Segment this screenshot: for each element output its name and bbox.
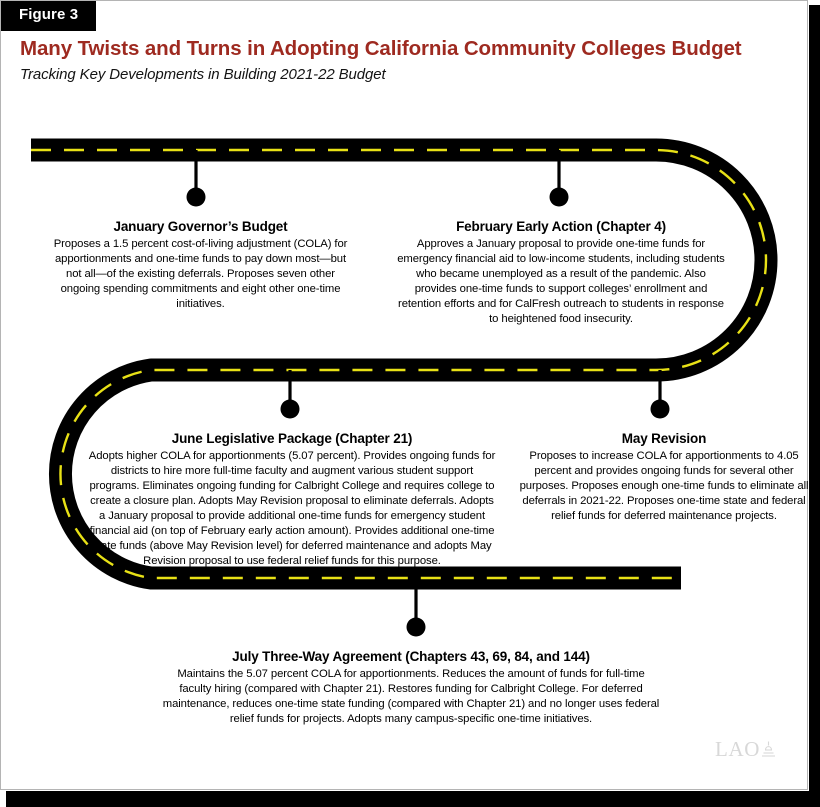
callout-title: May Revision [621,431,707,446]
callout-body: Maintains the 5.07 percent COLA for apportionments. Reduces the amount of funds for full-time faculty hiring (compared with Chapter 21). Restores funding for Calbright College. For deferred maintenance, reduces one-time state funding (compared with Chapter 21) and no longer uses federal relief funds for projects. Adopts many campus-specific one-time initiatives. [162,667,660,725]
callout-title: February Early Action (Chapter 4) [456,219,666,234]
callout-title: June Legislative Package (Chapter 21) [171,431,413,446]
milestone-callout-february [396,219,726,327]
marker-dot [187,188,206,207]
lao-logo-text: LAO [715,737,760,761]
callout-body: Adopts higher COLA for apportionments (5.07 percent). Provides ongoing funds for districts to hire more full-time faculty and augment various student support programs. Eliminates ongoing funding for Calbright College and requires college to create a closure plan. Adopts May Revision proposal to eliminate deferrals. Adopts a January proposal to provide additional one-time funds for emergency student financial aid (on top of February early action amount). Provides additional one-time state funds (above May Revision level) for deferred maintenance and adopts May Revision proposal to use federal relief funds for this purpose. [88,449,496,567]
figure-subtitle: Tracking Key Developments in Building 2021-22 Budget [20,65,386,83]
marker-dot [550,188,569,207]
milestone-callout-june [86,431,498,569]
figure-title: Many Twists and Turns in Adopting California Community Colleges Budget [20,37,742,60]
marker-dot [651,400,670,419]
lao-capitol-icon [761,740,776,761]
marker-dot [407,618,426,637]
milestone-callout-july [161,649,661,727]
milestone-callout-may [513,431,815,524]
title-block [20,37,780,84]
frame-shadow-bottom [6,791,820,807]
callout-title: July Three-Way Agreement (Chapters 43, 69, 84, and 144) [232,649,590,664]
figure-tag: Figure 3 [1,1,96,31]
callout-body: Proposes a 1.5 percent cost-of-living adjustment (COLA) for apportionments and one-time funds to pay down most—but not all—of the existing deferrals. Proposes seven other ongoing spending commitments and eight other one-time initiatives. [53,237,348,310]
lao-logo [715,739,776,760]
callout-body: Approves a January proposal to provide one-time funds for emergency financial aid to low-income students, including students who became unemployed as a result of the pandemic. Also provides one-time funds to support colleges’ enrollment and retention efforts and for CalFresh outreach to students in response to heightened food insecurity. [397,237,725,325]
callout-body: Proposes to increase COLA for apportionments to 4.05 percent and provides ongoing funds for several other purposes. Proposes enough one-time funds to eliminate all deferrals in 2021-22. Proposes one-time state and federal relief funds for deferred maintenance projects. [519,449,809,522]
callout-title: January Governor’s Budget [113,219,288,234]
frame-shadow-right [809,5,820,807]
marker-dot [281,400,300,419]
milestone-callout-january [48,219,353,312]
